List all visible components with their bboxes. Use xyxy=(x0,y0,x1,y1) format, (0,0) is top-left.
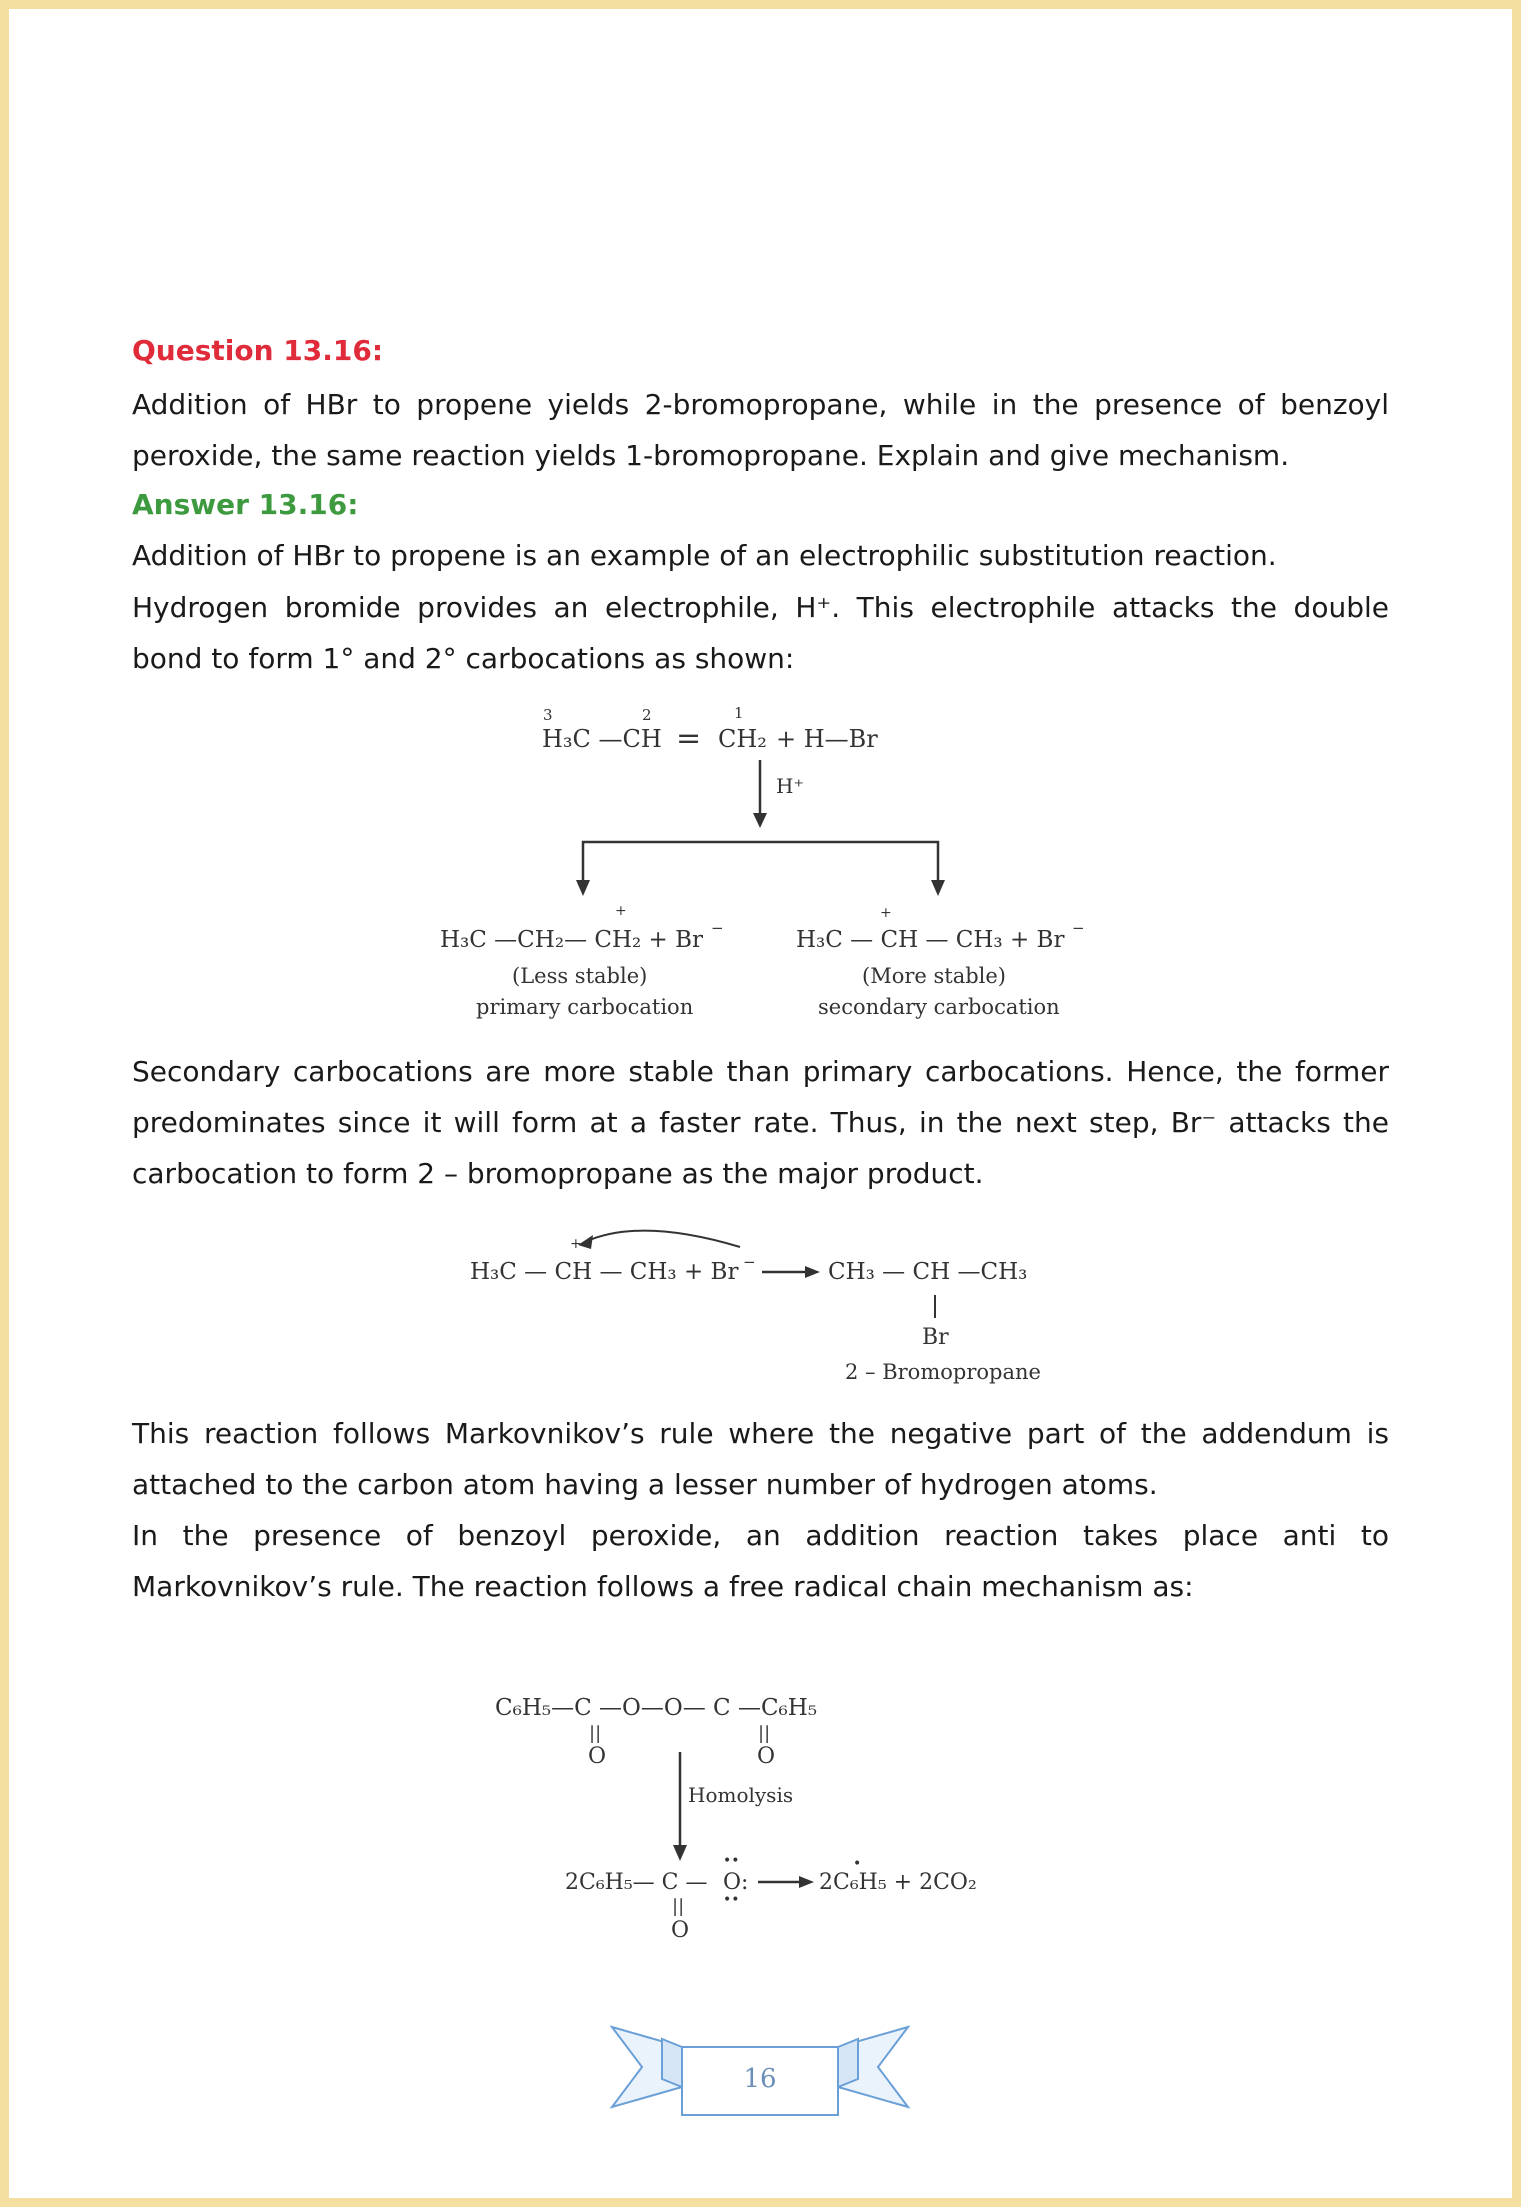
radical-oxygen: O: xyxy=(723,1870,749,1895)
primary-stability: (Less stable) xyxy=(512,964,648,988)
page-number: 16 xyxy=(743,2064,777,2094)
right-arrow-head xyxy=(931,880,945,896)
homolysis-scheme xyxy=(480,1690,1040,1970)
question-text: Addition of HBr to propene yields 2-bromopropane, while in the presence of benzoyl peroxide, the same reaction yields 1-bromopropane. Explain and give mechanism. xyxy=(132,388,1389,472)
hbr-reagent: + H—Br xyxy=(776,725,878,753)
carbocation-charge: + xyxy=(570,1236,582,1252)
answer-paragraph-1: Addition of HBr to propene is an example of an electrophilic substitution reaction. xyxy=(132,539,1277,572)
secondary-label: secondary carbocation xyxy=(818,995,1060,1019)
carbonyl-oxygen-right: O xyxy=(757,1744,776,1769)
propene-ch2: CH₂ xyxy=(718,725,767,753)
carbon-number-1: 1 xyxy=(734,704,744,722)
proton-label: H⁺ xyxy=(776,774,804,798)
bromine-substituent: Br xyxy=(922,1325,949,1350)
lone-pair-top: •• xyxy=(723,1853,740,1869)
homolysis-label: Homolysis xyxy=(688,1783,794,1807)
ribbon-left-fold xyxy=(662,2039,682,2087)
propene-left: H₃C —CH xyxy=(542,725,662,753)
product-name: 2 – Bromopropane xyxy=(845,1360,1041,1384)
product-formula: CH₃ — CH —CH₃ xyxy=(828,1259,1028,1285)
page-number-ribbon xyxy=(610,2025,910,2120)
branch-line xyxy=(583,842,938,883)
answer-paragraph-5: In the presence of benzoyl peroxide, an addition reaction takes place anti to Markovnikov’s rule. The reaction follows a free radical chain mechanism as: xyxy=(132,1519,1389,1603)
secondary-carbocation-formula: H₃C — CH — CH₃ + Br xyxy=(796,927,1065,953)
primary-label: primary carbocation xyxy=(476,995,694,1019)
secondary-charge: + xyxy=(880,905,892,921)
question-heading: Question 13.16: xyxy=(132,334,384,367)
homolysis-arrow-head xyxy=(673,1845,687,1861)
decomposition-arrow-head xyxy=(799,1876,814,1888)
benzoyloxy-radical: 2C₆H₅— C — xyxy=(565,1870,708,1895)
carbonyl-double-right: || xyxy=(758,1723,771,1744)
answer-paragraph-3: Secondary carbocations are more stable than primary carbocations. Hence, the former predominates since it will form at a faster rate. Thus, in the next step, Br⁻ attacks the carbocation to form 2 – bromopropane as the major product. xyxy=(132,1055,1389,1190)
benzoyl-peroxide-formula: C₆H₅—C —O—O— C —C₆H₅ xyxy=(495,1695,818,1721)
arrow-head xyxy=(753,813,767,828)
ribbon-right-fold xyxy=(838,2039,858,2087)
phenyl-radical-products: 2C₆H₅ + 2CO₂ xyxy=(819,1870,977,1895)
double-bond: = xyxy=(676,721,702,756)
left-arrow-head xyxy=(576,880,590,896)
carbonyl-oxygen-left: O xyxy=(588,1744,607,1769)
primary-carbocation-formula: H₃C —CH₂— CH₂ + Br xyxy=(440,927,704,953)
answer-heading: Answer 13.16: xyxy=(132,488,359,521)
electron-pushing-arrow xyxy=(585,1231,740,1247)
lone-pair-bottom: •• xyxy=(723,1892,740,1908)
reactant-formula: H₃C — CH — CH₃ + Br xyxy=(470,1259,739,1285)
reaction-arrow-head xyxy=(805,1266,820,1278)
answer-paragraph-2: Hydrogen bromide provides an electrophile, H⁺. This electrophile attacks the double bond to form 1° and 2° carbocations as shown: xyxy=(132,591,1389,675)
bromide-attack-scheme xyxy=(460,1212,1060,1392)
radical-dot: • xyxy=(853,1856,862,1872)
carbocation-formation-scheme xyxy=(420,700,1120,1040)
carbon-number-2: 2 xyxy=(642,706,652,724)
secondary-stability: (More stable) xyxy=(862,964,1006,988)
carbon-number-3: 3 xyxy=(543,706,553,724)
bromide-charge-right: − xyxy=(1072,919,1085,937)
bromide-charge-left: − xyxy=(711,919,724,937)
carbonyl-oxygen-radical: O xyxy=(671,1918,690,1943)
bromide-charge: − xyxy=(743,1253,756,1271)
carbonyl-double-left: || xyxy=(589,1723,602,1744)
answer-paragraph-4: This reaction follows Markovnikov’s rule where the negative part of the addendum is attached to the carbon atom having a lesser number of hydrogen atoms. xyxy=(132,1417,1389,1501)
primary-charge: + xyxy=(615,903,627,919)
carbonyl-double-radical: || xyxy=(672,1896,685,1917)
